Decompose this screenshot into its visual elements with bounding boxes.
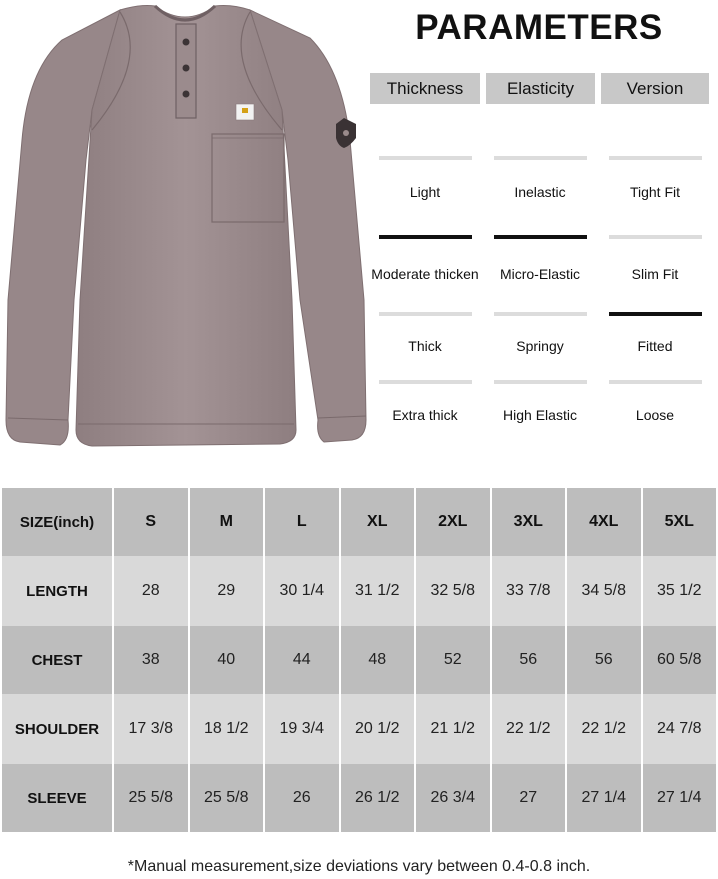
param-header-elasticity: Elasticity	[486, 73, 595, 104]
table-row	[2, 626, 716, 694]
table-cell: 44	[265, 626, 339, 694]
param-option-label: High Elastic	[503, 407, 577, 423]
level-bar	[609, 235, 702, 239]
size-column-header: XL	[341, 488, 415, 556]
row-label: CHEST	[2, 626, 112, 694]
table-cell: 22 1/2	[492, 694, 566, 764]
table-cell: 35 1/2	[643, 556, 717, 626]
level-bar	[379, 380, 472, 384]
table-cell: 21 1/2	[416, 694, 490, 764]
parameters-title: PARAMETERS	[415, 8, 663, 47]
level-bar	[494, 156, 587, 160]
table-cell: 56	[492, 626, 566, 694]
param-option-label: Fitted	[637, 338, 673, 354]
table-cell: 22 1/2	[567, 694, 641, 764]
row-label: LENGTH	[2, 556, 112, 626]
size-column-header: 2XL	[416, 488, 490, 556]
table-cell: 24 7/8	[643, 694, 717, 764]
table-cell: 25 5/8	[114, 764, 188, 832]
table-cell: 27 1/4	[643, 764, 717, 832]
table-cell: 56	[567, 626, 641, 694]
button-2	[183, 65, 190, 72]
table-cell: 30 1/4	[265, 556, 339, 626]
table-cell: 26 3/4	[416, 764, 490, 832]
table-cell: 38	[114, 626, 188, 694]
table-cell: 32 5/8	[416, 556, 490, 626]
table-cell: 48	[341, 626, 415, 694]
size-column-header: M	[190, 488, 264, 556]
button-1	[183, 39, 190, 46]
param-option-label: Slim Fit	[631, 266, 679, 282]
param-option-label: Inelastic	[514, 184, 566, 200]
table-cell: 27	[492, 764, 566, 832]
table-cell: 60 5/8	[643, 626, 717, 694]
table-cell: 29	[190, 556, 264, 626]
table-cell: 17 3/8	[114, 694, 188, 764]
param-option-label: Loose	[635, 407, 675, 423]
level-bar	[379, 156, 472, 160]
button-3	[183, 91, 190, 98]
table-cell: 26	[265, 764, 339, 832]
level-bar	[609, 380, 702, 384]
measurement-note: *Manual measurement,size deviations vary between 0.4-0.8 inch.	[127, 858, 591, 875]
param-header-thickness: Thickness	[370, 73, 480, 104]
param-option-label: Springy	[516, 338, 564, 354]
table-cell: 28	[114, 556, 188, 626]
size-column-header: 5XL	[643, 488, 717, 556]
level-bar	[609, 312, 702, 316]
param-option-label: Light	[409, 184, 441, 200]
param-option-label: Moderate thicken	[371, 266, 479, 282]
table-cell: 25 5/8	[190, 764, 264, 832]
table-cell: 27 1/4	[567, 764, 641, 832]
param-option-label: Extra thick	[392, 407, 458, 423]
table-cell: 26 1/2	[341, 764, 415, 832]
size-chart-table	[0, 488, 718, 832]
table-cell: 20 1/2	[341, 694, 415, 764]
size-column-header: 3XL	[492, 488, 566, 556]
table-row	[2, 764, 716, 832]
row-label: SHOULDER	[2, 694, 112, 764]
param-option-label: Thick	[408, 338, 442, 354]
table-cell: 52	[416, 626, 490, 694]
size-column-header: 4XL	[567, 488, 641, 556]
table-cell: 19 3/4	[265, 694, 339, 764]
level-bar	[494, 312, 587, 316]
size-column-header: S	[114, 488, 188, 556]
table-row	[2, 694, 716, 764]
table-cell: 31 1/2	[341, 556, 415, 626]
level-bar	[609, 156, 702, 160]
param-header-version: Version	[601, 73, 709, 104]
size-header-row	[2, 488, 716, 556]
table-cell: 18 1/2	[190, 694, 264, 764]
size-header-label: SIZE(inch)	[2, 488, 112, 556]
level-bar	[379, 312, 472, 316]
level-bar	[494, 380, 587, 384]
size-column-header: L	[265, 488, 339, 556]
henley-shirt-image	[0, 0, 370, 450]
table-cell: 34 5/8	[567, 556, 641, 626]
param-option-label: Tight Fit	[629, 184, 681, 200]
table-cell: 33 7/8	[492, 556, 566, 626]
table-cell: 40	[190, 626, 264, 694]
table-row	[2, 556, 716, 626]
level-bar	[494, 235, 587, 239]
level-bar	[379, 235, 472, 239]
row-label: SLEEVE	[2, 764, 112, 832]
param-option-label: Micro-Elastic	[499, 266, 581, 282]
